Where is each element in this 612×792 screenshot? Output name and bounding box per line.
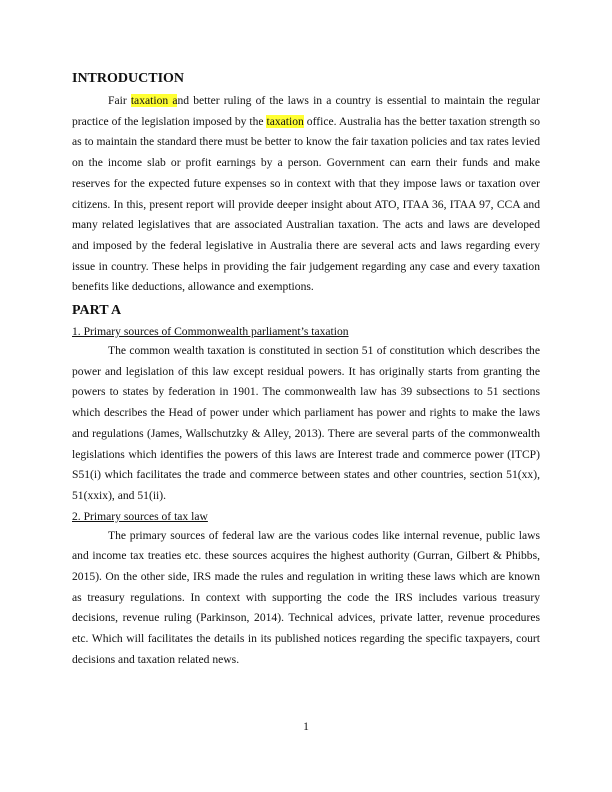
commonwealth-sources-paragraph: The common wealth taxation is constituted in section 51 of constitution which describes the power and legislation of this law except residual powers. It has originally starts from granting the powers to states by federation in 1901. The commonwealth law has 39 subsections to 51 sections which describes the Head of power under which parliament has power and rights to make the laws and regulations (James, Wallschutzky & Alley, 2013). There are several parts of the commonwealth legislations which identifies the powers of this laws are Interest trade and commerce power (ITCP) S51(i) which facilitates the trade and commerce between states and other countries, section 51(xx), 51(xxix), and 51(ii). <box>72 344 540 502</box>
commonwealth-sources-subheading: 1. Primary sources of Commonwealth parliament’s taxation <box>72 325 349 339</box>
page-number: 1 <box>303 720 309 733</box>
part-a-heading: PART A <box>72 303 122 319</box>
highlight-taxation-1: taxation a <box>130 94 178 107</box>
highlight-taxation-2: taxation <box>266 114 304 128</box>
intro-text-start: Fair <box>108 94 131 107</box>
introduction-heading: INTRODUCTION <box>72 71 185 86</box>
document-page <box>72 70 540 671</box>
tax-law-sources-paragraph: The primary sources of federal law are the various codes like internal revenue, public laws and income tax treaties etc. these sources acquires the highest authority (Gurran, Gilbert & Phibbs, 2015). On the other side, IRS made the rules and regulation in writing these laws which are known as treasury regulations. In context with supporting the code the IRS includes various treasury decisions, revenue ruling (Parkinson, 2014). Technical advices, private latter, revenue procedures etc. Which will facilitates the details in its published notices regarding the specific taxpayers, court decisions and taxation related news. <box>72 528 540 666</box>
tax-law-sources-subheading: 2. Primary sources of tax law <box>72 509 208 523</box>
introduction-paragraph <box>72 91 540 298</box>
intro-text-rest: office. Australia has the better taxation strength so as to maintain the standard there must be better to know the fair taxation policies and tax rates levied on the income slab or profit earnings by a person. Government can earn their funds and make reserves for the expected future expenses so in context with that they impose laws or taxation over citizens. In this, present report will provide deeper insight about ATO, ITAA 36, ITAA 97, CCA and many related legislatives that are associated Australian taxation. The acts and laws are developed and imposed by the federal legislative in Australia there are several acts and laws regarding every issue in country. These helps in providing the fair judgement regarding any case and every taxation benefits like deductions, allowance and exemptions. <box>72 114 541 294</box>
intro-text-mid: nd better ruling of the laws in a country is essential to maintain the regular practice of the legislation imposed by the <box>72 94 541 128</box>
